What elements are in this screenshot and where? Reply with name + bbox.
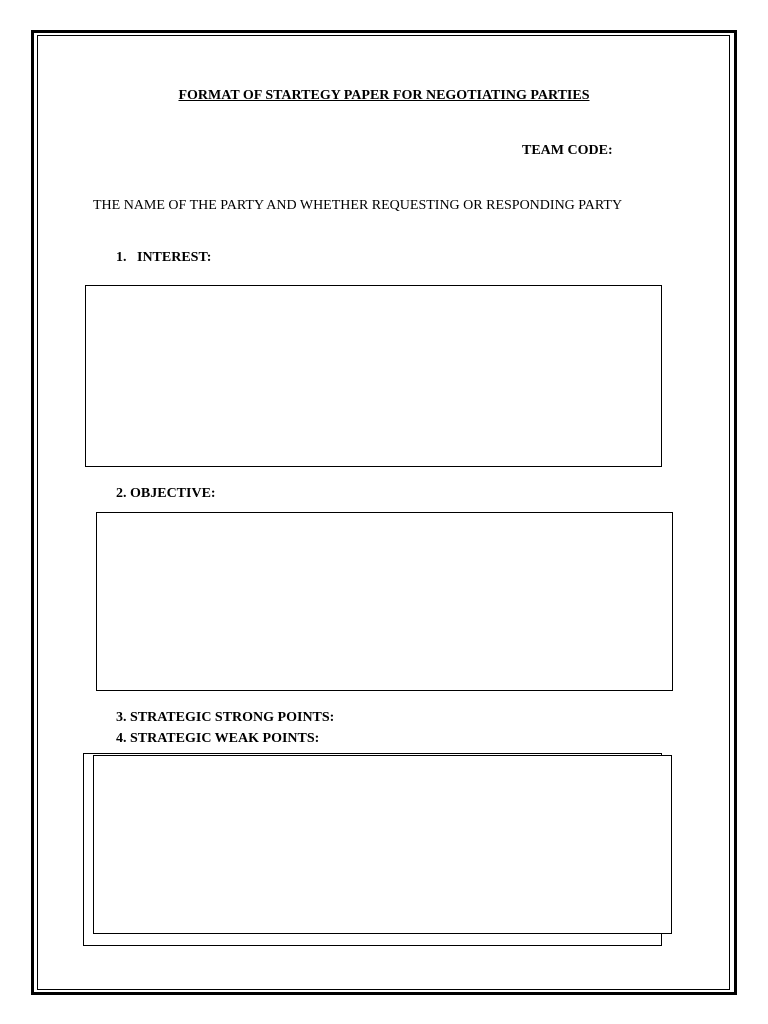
objective-answer-box[interactable] (96, 512, 673, 691)
section-label: OBJECTIVE: (130, 486, 216, 501)
party-instruction: THE NAME OF THE PARTY AND WHETHER REQUESTING OR RESPONDING PARTY (93, 198, 623, 213)
section-label: INTEREST: (137, 250, 212, 265)
team-code-label: TEAM CODE: (522, 143, 613, 158)
section-number: 4. (116, 731, 127, 746)
section-heading-objective (116, 486, 216, 502)
section-number: 2. (116, 486, 127, 501)
section-heading-weak-points (116, 731, 319, 747)
section-heading-strong-points (116, 710, 334, 726)
section-label: STRATEGIC STRONG POINTS: (130, 710, 335, 725)
weak-points-answer-box[interactable] (93, 755, 672, 934)
section-label: STRATEGIC WEAK POINTS: (130, 731, 320, 746)
interest-answer-box[interactable] (85, 285, 662, 467)
section-number: 3. (116, 710, 127, 725)
document-title: FORMAT OF STARTEGY PAPER FOR NEGOTIATING PARTIES (178, 88, 590, 103)
section-heading-interest (116, 250, 211, 266)
section-number: 1. (116, 250, 127, 265)
